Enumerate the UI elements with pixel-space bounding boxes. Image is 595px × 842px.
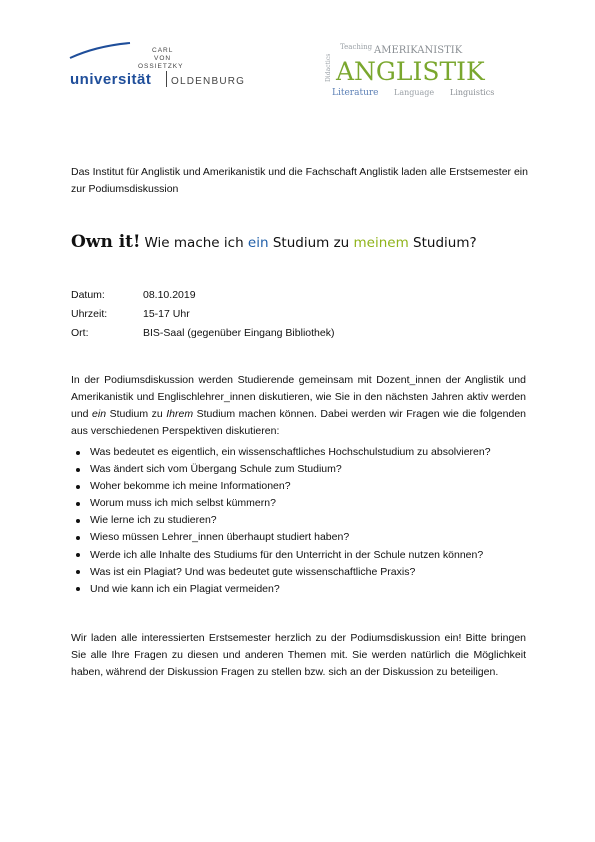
questions-list <box>76 444 491 598</box>
headline-question <box>145 235 477 251</box>
wordcloud-word-didactics: Didactics <box>325 53 332 82</box>
event-time-row <box>71 305 334 324</box>
event-time-label: Uhrzeit: <box>71 308 108 320</box>
question-text: Werde ich alle Inhalte des Studiums für den Unterricht in der Schule nutzen können? <box>90 548 484 561</box>
question-text: Woher bekomme ich meine Informationen? <box>90 480 291 493</box>
bullet-icon <box>76 485 80 489</box>
wordcloud-word-teaching: Teaching <box>340 43 373 51</box>
question-text: Wieso müssen Lehrer_innen überhaupt studiert haben? <box>90 531 350 544</box>
logo-divider <box>166 71 167 87</box>
bullet-icon <box>76 468 80 472</box>
headline-meinem: meinem <box>353 235 409 251</box>
headline-ein: ein <box>247 235 269 251</box>
university-logo <box>68 42 258 92</box>
event-place-row <box>71 324 334 343</box>
question-text: Was ändert sich vom Übergang Schule zum Studium? <box>90 463 342 476</box>
list-item <box>76 495 491 512</box>
event-date-row <box>71 286 334 305</box>
wordcloud-amerikanistik: AMERIKANISTIK <box>374 45 463 56</box>
wordcloud-word-linguistics: Linguistics <box>450 88 495 97</box>
event-details <box>71 286 334 343</box>
logo-von: VON <box>154 55 172 62</box>
logo-oldenburg: OLDENBURG <box>171 76 246 87</box>
logo-arc <box>70 43 130 58</box>
list-item <box>76 581 491 598</box>
list-item <box>76 461 491 478</box>
list-item <box>76 512 491 529</box>
anglistik-wordcloud-logo <box>322 40 518 100</box>
description-paragraph <box>71 372 526 440</box>
event-time-value: 15-17 Uhr <box>143 308 190 320</box>
question-text: Was ist ein Plagiat? Und was bedeutet gute wissenschaftliche Praxis? <box>90 565 416 578</box>
intro-text: Das Institut für Anglistik und Amerikanistik und die Fachschaft Anglistik laden alle Erstsemester ein zur Podiumsdiskussion <box>71 166 528 195</box>
logo-carl: CARL <box>152 47 174 54</box>
headline-part1: Wie mache ich <box>144 235 248 251</box>
bullet-icon <box>76 536 80 540</box>
bullet-icon <box>76 570 80 574</box>
description-ein: ein <box>92 408 107 420</box>
bullet-icon <box>76 587 80 591</box>
description-part-c: Studium machen können. Dabei werden wir Fragen wie die folgenden aus verschiedenen Perspektiven diskutieren: <box>71 408 527 437</box>
headline-part3: Studium? <box>408 235 477 251</box>
invitation-paragraph: Wir laden alle interessierten Erstsemester herzlich zu der Podiumsdiskussion ein! Bitte bringen Sie alle Ihre Fragen zu diesen und anderen Themen mit. Sie werden natürlich die Möglichkeit haben, während der Diskussion Fragen zu stellen bzw. sich an der Diskussion zu beteiligen. <box>71 632 526 678</box>
list-item <box>76 478 491 495</box>
bullet-icon <box>76 502 80 506</box>
headline-own-it: Own it! <box>71 232 141 252</box>
wordcloud-word-language: Language <box>394 88 435 97</box>
logo-ossietzky: OSSIETZKY <box>138 63 184 70</box>
headline <box>71 232 541 252</box>
list-item <box>76 564 491 581</box>
list-item <box>76 529 491 546</box>
bullet-icon <box>76 553 80 557</box>
question-text: Worum muss ich mich selbst kümmern? <box>90 497 276 510</box>
description-ihrem: Ihrem <box>166 408 194 420</box>
event-date-label: Datum: <box>71 289 105 301</box>
wordcloud-anglistik: ANGLISTIK <box>336 57 485 86</box>
description-part-b: Studium zu <box>106 408 167 420</box>
description-part-a: In der Podiumsdiskussion werden Studierende gemeinsam mit Dozent_innen der Anglistik und Amerikanistik und Englischlehrer_innen diskutieren, wie Sie in den nächsten Jahren aktiv werden und <box>71 374 526 420</box>
bullet-icon <box>76 519 80 523</box>
headline-part2: Studium zu <box>268 235 354 251</box>
question-text: Was bedeutet es eigentlich, ein wissenschaftliches Hochschulstudium zu absolvieren? <box>90 446 491 458</box>
bullet-icon <box>76 451 80 455</box>
event-place-label: Ort: <box>71 327 89 339</box>
list-item <box>76 444 491 461</box>
wordcloud-word-literature: Literature <box>332 88 379 98</box>
event-date-value: 08.10.2019 <box>143 289 196 301</box>
event-place-value: BIS-Saal (gegenüber Eingang Bibliothek) <box>143 327 335 339</box>
list-item <box>76 547 491 564</box>
question-text: Und wie kann ich ein Plagiat vermeiden? <box>90 582 280 595</box>
logo-universitaet: universität <box>70 71 152 88</box>
question-text: Wie lerne ich zu studieren? <box>90 514 217 527</box>
